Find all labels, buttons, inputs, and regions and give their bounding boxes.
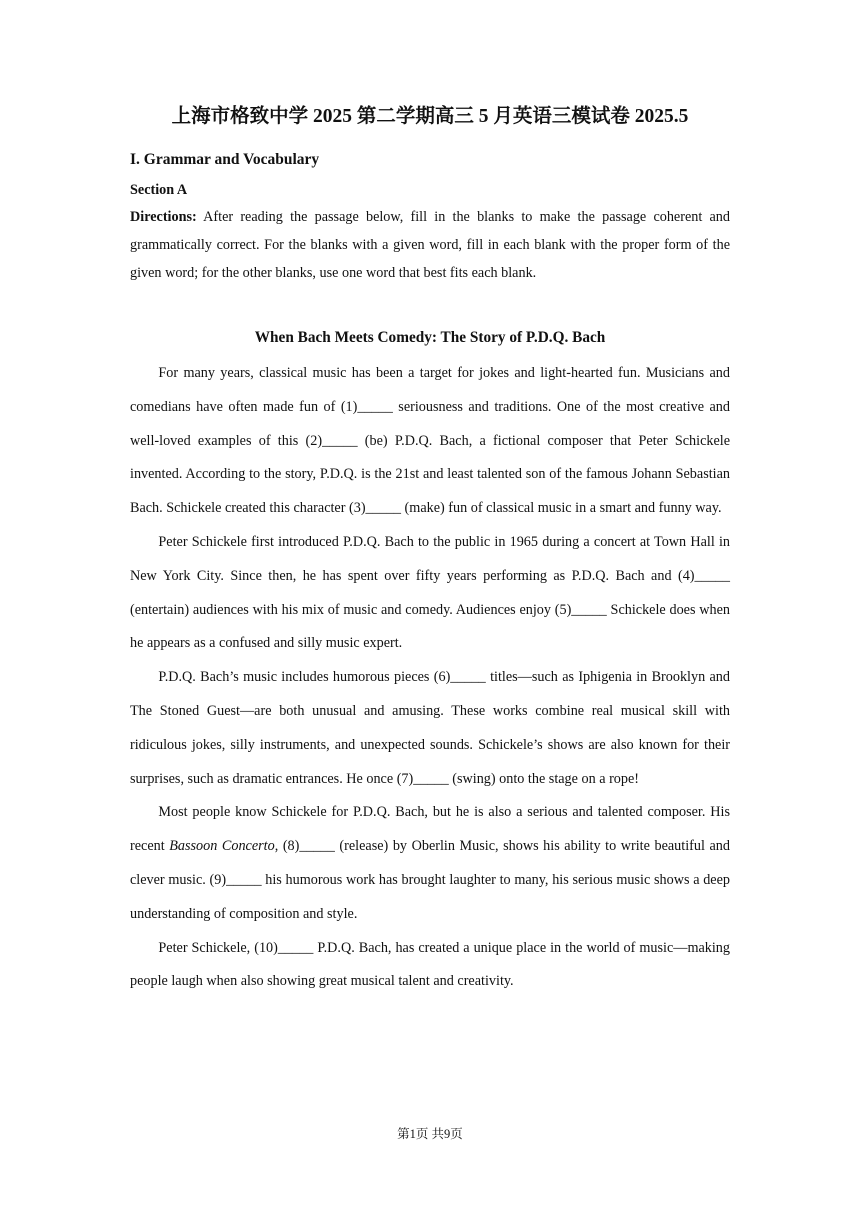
passage-paragraph-5: Peter Schickele, (10)_____ P.D.Q. Bach, has created a unique place in the world of music—making people laugh when also showing great musical talent and creativity.	[130, 939, 730, 990]
directions-label: Directions:	[130, 209, 197, 225]
directions	[130, 203, 730, 287]
passage-title: When Bach Meets Comedy: The Story of P.D.Q. Bach	[254, 329, 606, 346]
directions-text: After reading the passage below, fill in the blanks to make the passage coherent and grammatically correct. For the blanks with a given word, fill in each blank with the proper form of the given word; for the other blanks, use one word that best fits each blank.	[130, 209, 730, 281]
passage-paragraph-1: For many years, classical music has been a target for jokes and light-hearted fun. Musicians and comedians have often made fun of (1)_____ seriousness and traditions. One of the most creative and well-loved examples of this (2)_____ (be) P.D.Q. Bach, a fictional composer that Peter Schickele invented. According to the story, P.D.Q. is the 21st and least talented son of the famous Johann Sebastian Bach. Schickele created this character (3)_____ (make) fun of classical music in a smart and funny way.	[130, 365, 730, 517]
passage	[130, 357, 730, 999]
section-heading: I. Grammar and Vocabulary	[130, 151, 320, 168]
passage-paragraph-2: Peter Schickele first introduced P.D.Q. Bach to the public in 1965 during a concert at Town Hall in New York City. Since then, he has spent over fifty years performing as P.D.Q. Bach and (4)_____ (entertain) audiences with his mix of music and comedy. Audiences enjoy (5)_____ Schickele does when he appears as a confused and silly music expert.	[130, 533, 730, 652]
passage-paragraph-3: P.D.Q. Bach’s music includes humorous pieces (6)_____ titles—such as Iphigenia in Brooklyn and The Stoned Guest—are both unusual and amusing. These works combine real musical skill with ridiculous jokes, silly instruments, and unexpected sounds. Schickele’s shows are also known for their surprises, such as dramatic entrances. He once (7)_____ (swing) onto the stage on a rope!	[130, 669, 730, 787]
passage-paragraph-4	[130, 796, 730, 931]
paragraph-4-work-title: Bassoon Concerto	[169, 838, 275, 855]
paragraph-4-text-after: , (8)_____ (release) by Oberlin Music, shows his ability to write beautiful and clever music. (9)_____ his humorous work has brought laughter to many, his serious music shows a deep understanding of composition and style.	[130, 838, 730, 922]
paragraph-4-text-before: Most people know Schickele for P.D.Q. Bach, but he is also a serious and talented composer. His recent	[130, 804, 730, 855]
page-footer: 第1页 共9页	[397, 1127, 463, 1141]
page-title: 上海市格致中学 2025 第二学期高三 5 月英语三模试卷 2025.5	[171, 106, 689, 127]
section-label: Section A	[130, 182, 188, 198]
